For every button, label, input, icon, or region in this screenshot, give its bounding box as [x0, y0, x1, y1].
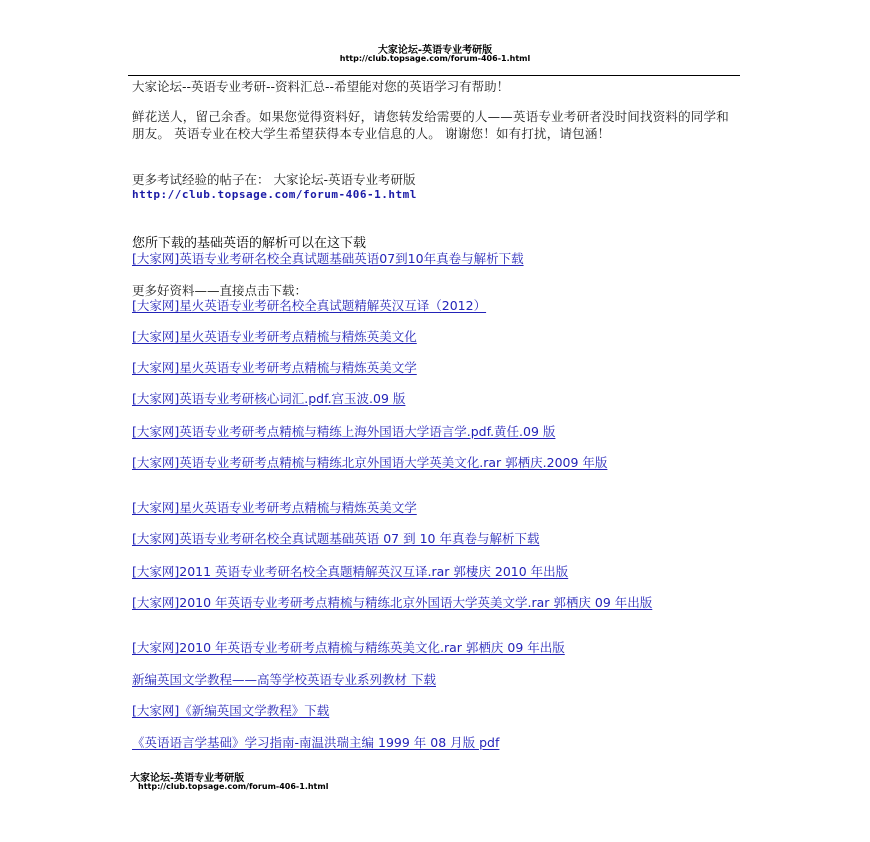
download-link[interactable]: [大家网]英语专业考研名校全真试题基础英语07到10年真卷与解析下载 — [132, 251, 524, 266]
header-title: 大家论坛-英语专业考研版 — [377, 45, 493, 56]
resource-link[interactable]: [大家网]英语专业考研核心词汇.pdf.宫玉波.09 版 — [132, 391, 406, 406]
footer-url: http://club.topsage.com/forum-406-1.html — [138, 782, 329, 791]
header-divider — [128, 75, 740, 76]
resource-link[interactable]: [大家网]2010 年英语专业考研考点精梳与精练北京外国语大学英美文学.rar 郭栖庆 09 年出版 — [132, 595, 653, 610]
footer-title: 大家论坛-英语专业考研版 — [130, 773, 245, 784]
resource-link[interactable]: [大家网]2010 年英语专业考研考点精梳与精练英美文化.rar 郭栖庆 09 年出版 — [132, 640, 565, 655]
resource-link[interactable]: [大家网]英语专业考研名校全真试题基础英语 07 到 10 年真卷与解析下载 — [132, 531, 540, 546]
resource-link[interactable]: 《英语语言学基础》学习指南-南温洪瑞主编 1999 年 08 月版 pdf — [132, 735, 500, 750]
download-heading: 您所下载的基础英语的解析可以在这下载 — [132, 236, 367, 251]
resource-link[interactable]: [大家网]星火英语专业考研考点精梳与精炼英美文学 — [132, 360, 417, 375]
resource-link[interactable]: [大家网]英语专业考研考点精梳与精练北京外国语大学英美文化.rar 郭栖庆.2009 年版 — [132, 455, 608, 470]
more-posts-label: 更多考试经验的帖子在： 大家论坛-英语专业考研版 — [132, 172, 416, 187]
resource-link[interactable]: 新编英国文学教程——高等学校英语专业系列教材 下载 — [132, 672, 436, 687]
resource-link[interactable]: [大家网]星火英语专业考研名校全真试题精解英汉互译（2012） — [132, 298, 487, 313]
header-url: http://club.topsage.com/forum-406-1.html — [339, 54, 531, 63]
more-posts-url[interactable]: http://club.topsage.com/forum-406-1.html — [132, 188, 417, 201]
resource-link[interactable]: [大家网]2011 英语专业考研名校全真题精解英汉互译.rar 郭棲庆 2010 年出版 — [132, 564, 569, 579]
resource-link[interactable]: [大家网]星火英语专业考研考点精梳与精炼英美文学 — [132, 500, 417, 515]
resource-link[interactable]: [大家网]星火英语专业考研考点精梳与精炼英美文化 — [132, 329, 417, 344]
intro-paragraph: 鲜花送人，留己余香。如果您觉得资料好，请您转发给需要的人——英语专业考研者没时间找资料的同学和朋友。 英语专业在校大学生希望获得本专业信息的人。 谢谢您！如有打扰，请包涵！ — [132, 109, 729, 141]
resource-link[interactable]: [大家网]英语专业考研考点精梳与精练上海外国语大学语言学.pdf.黄任.09 版 — [132, 424, 556, 439]
resource-link[interactable]: [大家网]《新编英国文学教程》下载 — [132, 703, 330, 718]
more-resources-label: 更多好资料——直接点击下载： — [132, 283, 308, 298]
intro-banner: 大家论坛--英语专业考研--资料汇总--希望能对您的英语学习有帮助！ — [132, 79, 510, 94]
